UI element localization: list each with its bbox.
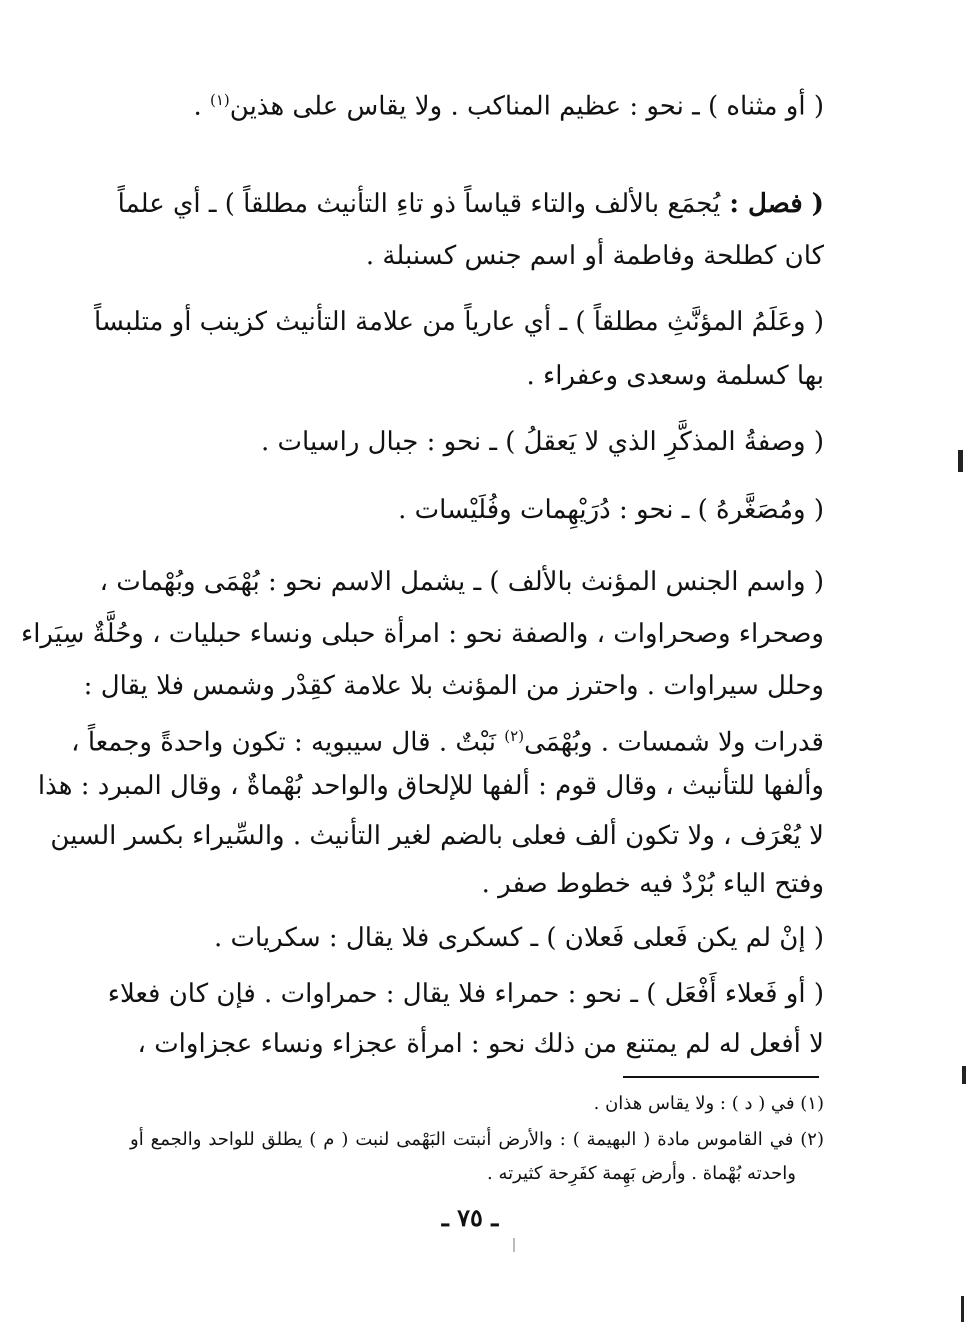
text-line-12: وألفها للتأنيث ، وقال قوم : ألفها للإلحاق والواحد بُهْماةٌ ، وقال المبرد : هذا	[37, 771, 824, 801]
text-line-8: ( واسم الجنس المؤنث بالألف ) ـ يشمل الاسم نحو : بُهْمَى وبُهْمات ،	[99, 567, 824, 597]
text-line-17: لا أفعل له لم يمتنع من ذلك نحو : امرأة عجزاء ونساء عجزاوات ،	[137, 1029, 824, 1059]
text-line-1: ( أو مثناه ) ـ نحو : عظيم المناكب . ولا يقاس على هذين$^{(١)}$ .	[193, 91, 824, 122]
text-line-2: ( فصل : يُجمَع بالألف والتاء قياساً ذو تاءِ التأنيث مطلقاً ) ـ أي علماً	[117, 189, 824, 219]
text-line-9: وصحراء وصحراوات ، والصفة نحو : امرأة حبلى ونساء حبليات ، وحُلَّةٌ سِيَراء	[20, 619, 824, 649]
text-line-6: ( وصفةُ المذكَّرِ الذي لا يَعقلُ ) ـ نحو : جبال راسيات .	[261, 427, 824, 457]
text-line-5: بها كسلمة وسعدى وعفراء .	[526, 361, 824, 391]
text-line-3: كان كطلحة وفاطمة أو اسم جنس كسنبلة .	[365, 241, 824, 271]
text-line-16: ( أو فَعلاء أَفْعَل ) ـ نحو : حمراء فلا يقال : حمراوات . فإن كان فعلاء	[107, 979, 824, 1009]
text-line-4: ( وعَلَمُ المؤنَّثِ مطلقاً ) ـ أي عارياً من علامة التأنيث كزينب أو متلبساً	[94, 307, 824, 337]
footnote-marker-2: (٢)	[504, 727, 525, 745]
text-line-13: لا يُعْرَف ، ولا تكون ألف فعلى بالضم لغير التأنيث . والسِّيراء بكسر السين	[50, 821, 824, 851]
footnote-1: (١) في ( د ) : ولا يقاس هذان .	[593, 1093, 824, 1114]
text-line-10: وحلل سيراوات . واحترز من المؤنث بلا علامة كقِدْر وشمس فلا يقال :	[83, 671, 824, 701]
text-line-15: ( إنْ لم يكن فَعلى فَعلان ) ـ كسكرى فلا يقال : سكريات .	[213, 923, 824, 953]
footnote-marker-1: (١)	[210, 91, 230, 109]
scan-mark	[958, 450, 963, 472]
footnote-2: (٢) في القاموس مادة ( البهيمة ) : والأرض أنبتت البَهْمى لنبت ( م ) يطلق للواحد والجمع أو	[130, 1129, 824, 1150]
text-line-7: ( ومُصَغَّرهُ ) ـ نحو : دُرَيْهِمات وفُلَيْسات .	[398, 495, 824, 525]
scan-mark	[513, 1238, 515, 1252]
footnote-separator	[623, 1076, 819, 1078]
footnote-2-continued: واحدته بُهْماة . وأرض بَهِمة كفَرِحة كثيرته .	[487, 1163, 796, 1184]
scan-mark	[961, 1296, 964, 1322]
section-heading-fasl: ( فصل :	[720, 189, 824, 219]
text-line-14: وفتح الياء بُرْدٌ فيه خطوط صفر .	[481, 869, 824, 899]
page-number: ـ ٧٥ ـ	[441, 1203, 499, 1232]
scan-mark	[962, 1066, 966, 1084]
text-line-11: قدرات ولا شمسات . وبُهْمَى$^{(٢)}$ نَبْتٌ . قال سيبويه : تكون واحدةً وجمعاً ،	[71, 727, 824, 758]
